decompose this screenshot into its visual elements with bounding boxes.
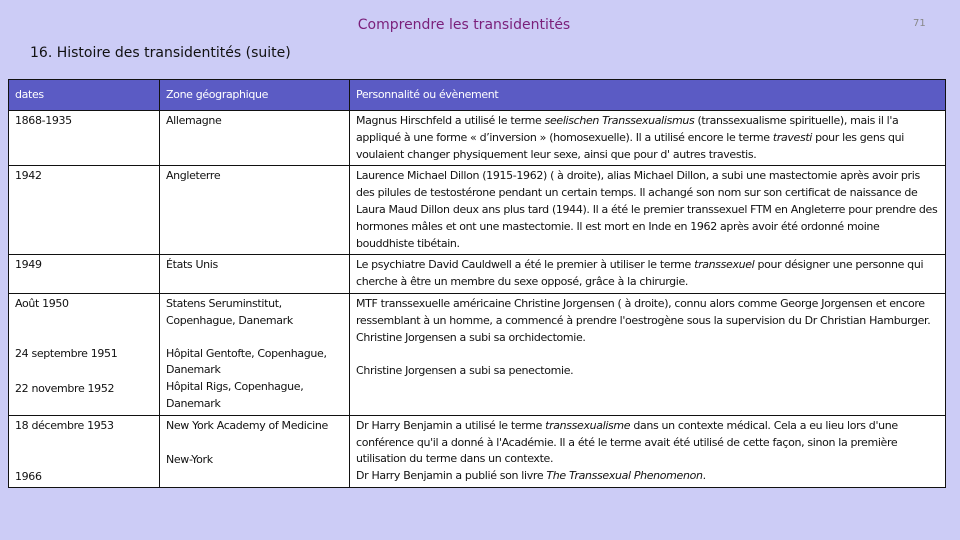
date-entry: 18 décembre 1953: [15, 418, 114, 432]
table-header-row: [9, 80, 946, 111]
zone-entry: New-York: [166, 452, 213, 466]
zone-cell: Angleterre: [160, 166, 350, 255]
event-cell: [350, 415, 946, 488]
page-number: 71: [913, 18, 926, 29]
table-row: [9, 255, 946, 294]
event-term: seelischen Transsexualismus: [544, 114, 695, 127]
zone-cell: [160, 293, 350, 415]
date-cell: 1942: [9, 166, 160, 255]
column-header-dates: dates: [9, 80, 160, 111]
event-text: (transsexualisme spirituelle), mais il l'a appliqué à une forme « d’inversion » (homosexuelle). Il a utilisé encore le terme: [356, 114, 899, 144]
column-header-event: Personnalité ou évènement: [350, 80, 946, 111]
event-text: pour les gens qui voulaient changer physiquement leur sexe, ainsi que pour d' autres travestis.: [356, 130, 904, 161]
zone-cell: États Unis: [160, 255, 350, 294]
slide-title: Comprendre les transidentités: [357, 17, 571, 33]
event-text: Magnus Hirschfeld a utilisé le terme: [356, 114, 545, 127]
table-row: [9, 111, 946, 166]
section-heading: 16. Histoire des transidentités (suite): [30, 45, 291, 61]
date-entry: 24 septembre 1951: [15, 346, 118, 360]
table-row: [9, 415, 946, 488]
column-header-zone: Zone géographique: [160, 80, 350, 111]
event-entry: MTF transsexuelle américaine Christine Jorgensen ( à droite), connu alors comme George Jorgensen et encore ressemblant à un homme, a commencé à prendre l'oestrogène sous la supervision du Dr Christian Hamburger.: [356, 296, 931, 327]
date-cell: 1949: [9, 255, 160, 294]
event-entry: Christine Jorgensen a subi sa orchidectomie.: [356, 330, 586, 344]
event-cell: Laurence Michael Dillon (1915-1962) ( à droite), alias Michael Dillon, a subi une mastectomie après avoir pris des pilules de testostérone pendant un certain temps. Il achangé son nom sur son certificat de naissance de Laura Maud Dillon deux ans plus tard (1944). Il a été le premier transsexuel FTM en Angleterre pour prendre des hormones mâles et ont une mastectomie. Il est mort en Inde en 1962 après avoir été ordonné moine bouddhiste tibétain.: [350, 166, 946, 255]
date-cell: 1868-1935: [9, 111, 160, 166]
zone-cell: [160, 415, 350, 488]
event-text: Le psychiatre David Cauldwell a été le premier à utiliser le terme: [356, 258, 695, 272]
date-entry: 22 novembre 1952: [15, 381, 115, 395]
table-row: [9, 166, 946, 255]
event-text: Dr Harry Benjamin a utilisé le terme: [356, 418, 546, 432]
event-entry: [356, 418, 939, 468]
zone-entry: Hôpital Gentofte, Copenhague, Danemark: [166, 346, 327, 377]
event-text: .: [702, 469, 706, 483]
date-cell: [9, 415, 160, 488]
zone-cell: Allemagne: [160, 111, 350, 166]
event-term: The Transsexual Phenomenon: [546, 469, 703, 483]
event-text: dans un contexte médical. Cela a eu lieu lors d'une conférence qu'il a donné à l'Académie. Il a été le terme avait été utilisé de cette façon, sinon la première utilisation du terme dans un contexte.: [356, 418, 898, 466]
event-text: pour désigner une personne qui cherche à être un membre du sexe opposé, grâce à la chirurgie.: [356, 258, 924, 289]
date-entry: 1966: [15, 469, 42, 483]
zone-entry: New York Academy of Medicine: [166, 418, 328, 432]
event-entry: Christine Jorgensen a subi sa penectomie.: [356, 364, 574, 378]
history-table: [8, 79, 946, 488]
event-term: transsexuel: [694, 258, 755, 272]
event-term: travesti: [772, 130, 813, 144]
zone-entry: Statens Seruminstitut, Copenhague, Danemark: [166, 296, 293, 327]
table-row: [9, 293, 946, 415]
zone-entry: Hôpital Rigs, Copenhague, Danemark: [166, 380, 304, 410]
event-term: transsexualisme: [545, 418, 631, 432]
event-cell: [350, 255, 946, 294]
date-entry: Août 1950: [15, 296, 69, 310]
event-cell: [350, 111, 946, 166]
event-text: Dr Harry Benjamin a publié son livre: [356, 469, 547, 483]
event-cell: [350, 293, 946, 415]
event-entry: [356, 468, 939, 485]
date-cell: [9, 293, 160, 415]
